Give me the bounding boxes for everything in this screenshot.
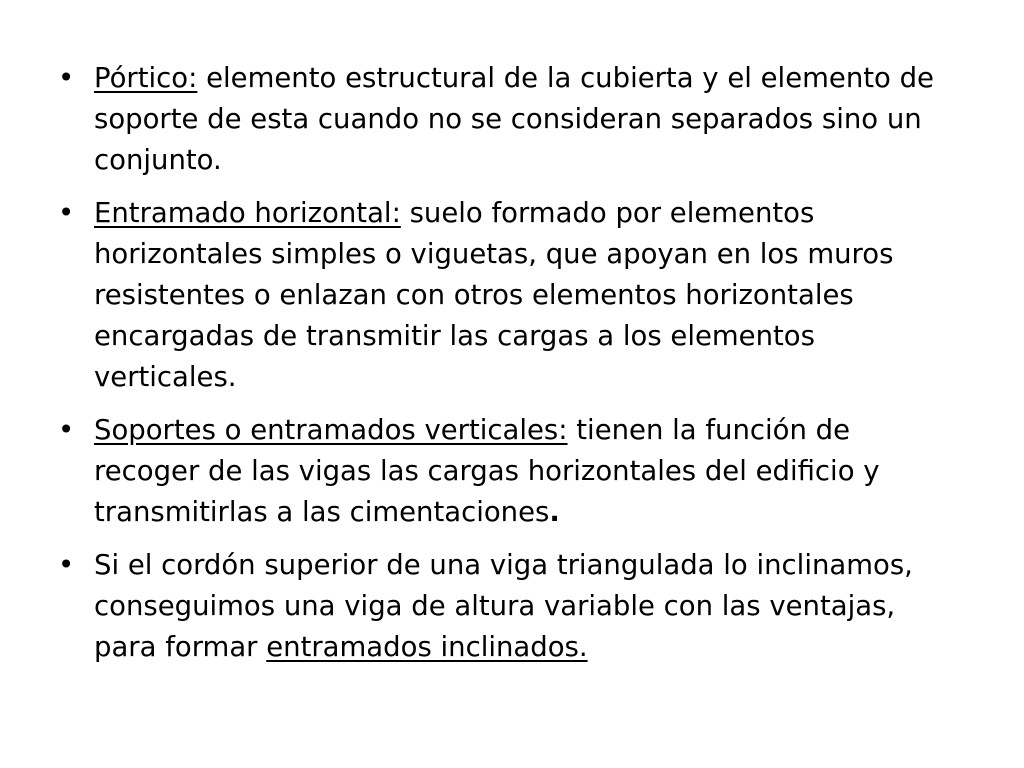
text-cordon-superior: Si el cordón superior de una viga triangulada lo inclinamos, conseguimos una viga de altura variable con las ventajas, para formar [94, 549, 913, 663]
definition-entramado-horizontal: suelo formado por elementos horizontales simples o viguetas, que apoyan en los muros resistentes o enlazan con otros elementos horizontales encargadas de transmitir las cargas a los elementos verticales. [94, 197, 894, 393]
bullet-list [58, 58, 958, 680]
term-soportes-verticales: Soportes o entramados verticales: [94, 414, 568, 446]
final-period: . [549, 496, 560, 528]
bullet-soportes-verticales [58, 410, 958, 533]
bullet-entramado-horizontal [58, 193, 958, 398]
definition-portico: elemento estructural de la cubierta y el elemento de soporte de esta cuando no se consideran separados sino un conjunto. [94, 62, 934, 176]
bullet-icon: • [58, 414, 75, 446]
bullet-cordon-superior [58, 545, 958, 668]
bullet-icon: • [58, 62, 75, 94]
term-portico: Pórtico: [94, 62, 198, 94]
term-entramado-horizontal: Entramado horizontal: [94, 197, 401, 229]
term-entramados-inclinados: entramados inclinados. [266, 631, 588, 663]
bullet-icon: • [58, 197, 75, 229]
definition-soportes-verticales: tienen la función de recoger de las vigas las cargas horizontales del edificio y transmitirlas a las cimentaciones [94, 414, 880, 528]
bullet-icon: • [58, 549, 75, 581]
bullet-portico [58, 58, 958, 181]
